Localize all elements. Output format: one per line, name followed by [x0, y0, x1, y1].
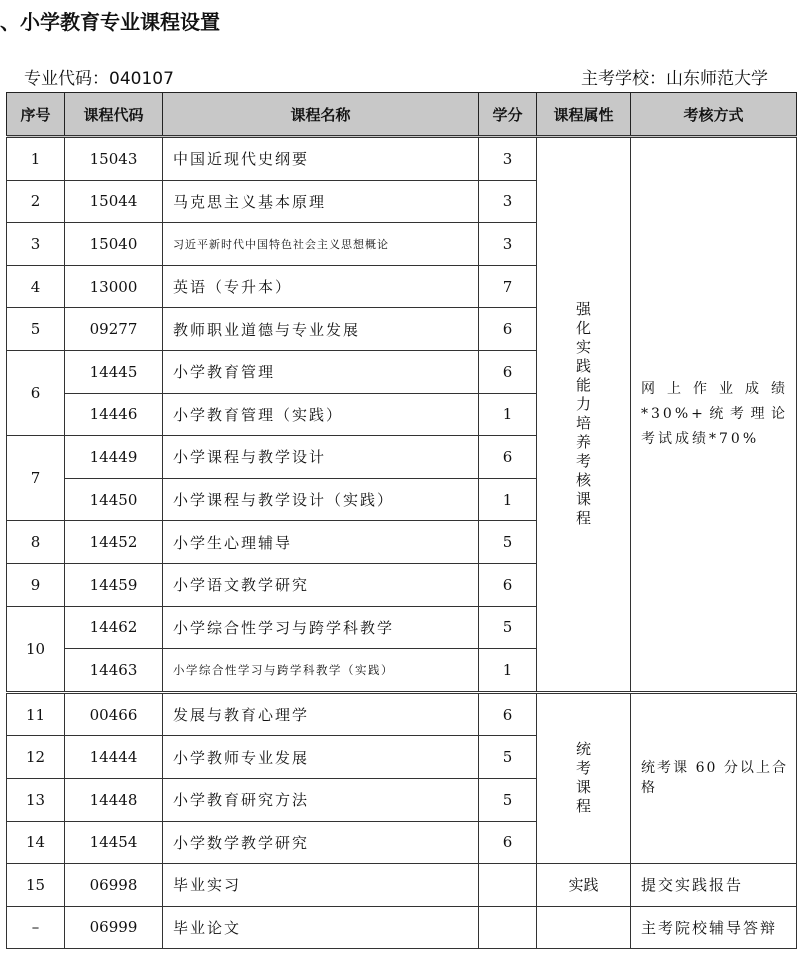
exam-school: 主考学校：山东师范大学	[581, 69, 768, 89]
method-thesis: 主考院校辅导答辩	[631, 906, 797, 949]
row-code: 14452	[65, 521, 163, 564]
row-name: 中国近现代史纲要	[163, 137, 479, 181]
row-code: 15043	[65, 137, 163, 181]
row-code: 06998	[65, 864, 163, 907]
col-header-method: 考核方式	[631, 93, 797, 137]
col-header-attribute: 课程属性	[537, 93, 631, 137]
row-seq: 13	[7, 778, 65, 821]
row-code: 14444	[65, 736, 163, 779]
course-table	[6, 92, 797, 949]
row-name: 教师职业道德与专业发展	[163, 308, 479, 351]
row-credit: 6	[479, 308, 537, 351]
row-code: 14446	[65, 393, 163, 436]
row-seq: 11	[7, 692, 65, 736]
row-seq: –	[7, 906, 65, 949]
row-seq: 6	[7, 350, 65, 435]
row-seq: 15	[7, 864, 65, 907]
row-code: 14462	[65, 606, 163, 649]
col-header-code: 课程代码	[65, 93, 163, 137]
row-name: 小学数学教学研究	[163, 821, 479, 864]
table-header-row	[7, 93, 797, 137]
row-credit: 1	[479, 393, 537, 436]
row-credit	[479, 906, 537, 949]
row-credit: 3	[479, 223, 537, 266]
row-credit: 5	[479, 521, 537, 564]
row-seq: 2	[7, 180, 65, 223]
row-credit: 3	[479, 180, 537, 223]
row-credit: 1	[479, 649, 537, 693]
row-seq: 3	[7, 223, 65, 266]
row-code: 09277	[65, 308, 163, 351]
row-name: 小学教育管理	[163, 350, 479, 393]
row-name: 小学综合性学习与跨学科教学（实践）	[163, 649, 479, 693]
row-seq: 4	[7, 265, 65, 308]
row-credit: 5	[479, 778, 537, 821]
row-code: 06999	[65, 906, 163, 949]
section-heading: 、小学教育专业课程设置	[0, 10, 220, 34]
attribute-group-a-text: 强化实践能力培养考核课程	[575, 300, 591, 528]
attribute-internship: 实践	[537, 864, 631, 907]
row-credit	[479, 864, 537, 907]
attribute-group-b	[537, 692, 631, 863]
row-code: 14445	[65, 350, 163, 393]
row-name: 英语（专升本）	[163, 265, 479, 308]
row-credit: 6	[479, 692, 537, 736]
row-seq: 14	[7, 821, 65, 864]
row-name: 毕业实习	[163, 864, 479, 907]
row-name: 小学课程与教学设计	[163, 436, 479, 479]
method-group-b: 统考课 60 分以上合格	[631, 692, 797, 863]
row-code: 13000	[65, 265, 163, 308]
row-code: 00466	[65, 692, 163, 736]
row-name: 小学语文教学研究	[163, 563, 479, 606]
row-name: 小学生心理辅导	[163, 521, 479, 564]
row-code: 15040	[65, 223, 163, 266]
table-row	[7, 137, 797, 181]
attribute-group-b-text: 统考课程	[575, 740, 591, 816]
row-name: 毕业论文	[163, 906, 479, 949]
attribute-group-a	[537, 137, 631, 693]
row-code: 15044	[65, 180, 163, 223]
table-row	[7, 864, 797, 907]
row-code: 14454	[65, 821, 163, 864]
row-name: 小学教育管理（实践）	[163, 393, 479, 436]
row-code: 14448	[65, 778, 163, 821]
row-seq: 12	[7, 736, 65, 779]
row-credit: 6	[479, 436, 537, 479]
col-header-seq: 序号	[7, 93, 65, 137]
row-seq: 10	[7, 606, 65, 692]
row-credit: 6	[479, 821, 537, 864]
table-row	[7, 906, 797, 949]
row-seq: 7	[7, 436, 65, 521]
row-credit: 6	[479, 350, 537, 393]
row-name: 马克思主义基本原理	[163, 180, 479, 223]
row-name: 小学综合性学习与跨学科教学	[163, 606, 479, 649]
col-header-credit: 学分	[479, 93, 537, 137]
row-credit: 7	[479, 265, 537, 308]
row-code: 14463	[65, 649, 163, 693]
row-name: 小学教育研究方法	[163, 778, 479, 821]
attribute-thesis	[537, 906, 631, 949]
row-seq: 5	[7, 308, 65, 351]
row-name: 小学教师专业发展	[163, 736, 479, 779]
row-code: 14459	[65, 563, 163, 606]
col-header-name: 课程名称	[163, 93, 479, 137]
row-credit: 5	[479, 606, 537, 649]
row-credit: 6	[479, 563, 537, 606]
row-seq: 1	[7, 137, 65, 181]
row-code: 14449	[65, 436, 163, 479]
major-code: 专业代码：040107	[24, 69, 174, 89]
method-group-a: 网上作业成绩*30%+统考理论考试成绩*70%	[631, 137, 797, 693]
row-name: 小学课程与教学设计（实践）	[163, 478, 479, 521]
row-credit: 5	[479, 736, 537, 779]
row-credit: 1	[479, 478, 537, 521]
table-row	[7, 692, 797, 736]
row-name: 发展与教育心理学	[163, 692, 479, 736]
row-credit: 3	[479, 137, 537, 181]
row-name: 习近平新时代中国特色社会主义思想概论	[163, 223, 479, 266]
row-seq: 8	[7, 521, 65, 564]
row-code: 14450	[65, 478, 163, 521]
row-seq: 9	[7, 563, 65, 606]
method-internship: 提交实践报告	[631, 864, 797, 907]
